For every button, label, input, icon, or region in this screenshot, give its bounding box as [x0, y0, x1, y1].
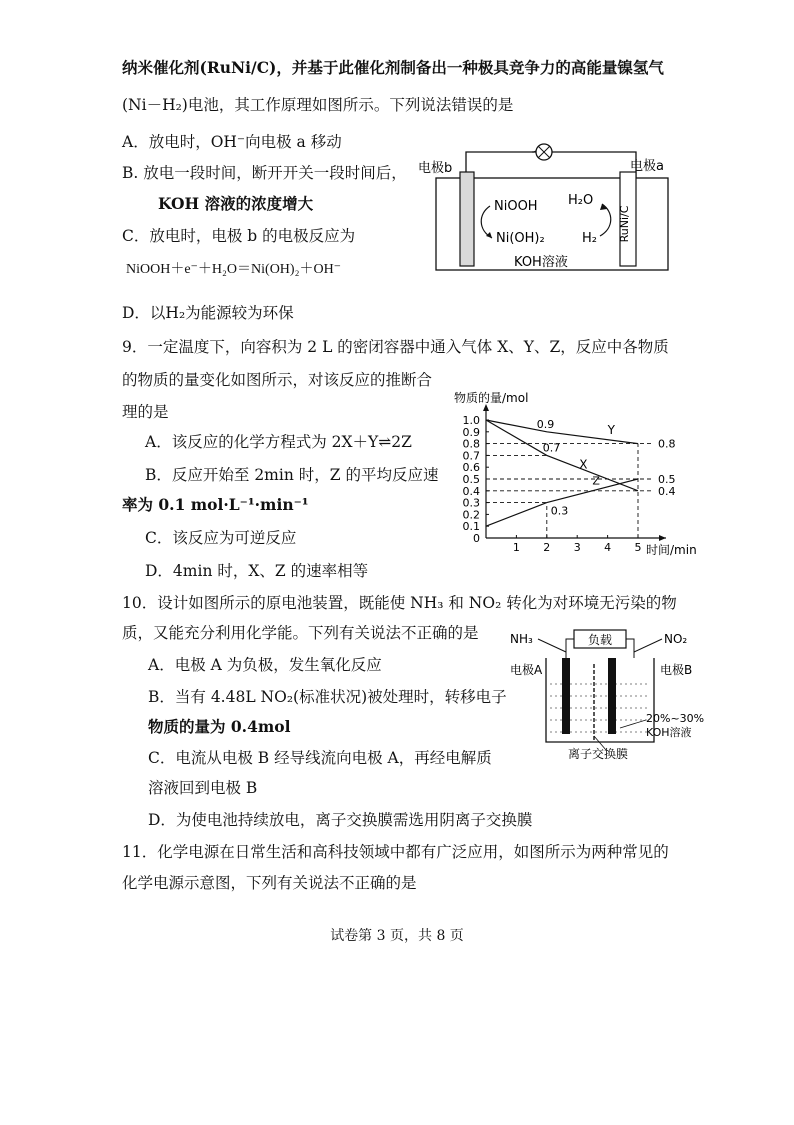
- koh-percent-label: 20%~30%: [646, 712, 704, 725]
- electrode-b: [460, 172, 474, 266]
- data-label: 0.7: [542, 441, 561, 455]
- y-tick-label: 1.0: [462, 414, 480, 427]
- x-axis-arrow: [659, 535, 666, 541]
- q9-option-d: D．4min 时，X、Z 的速率相等: [145, 562, 369, 580]
- q9-stem-3: 理的是: [122, 403, 169, 421]
- electrode-a-label: 电极A: [510, 663, 543, 677]
- amount-time-chart: [452, 388, 706, 566]
- load-label: 负载: [587, 633, 613, 647]
- q8-option-b: B. 放电一段时间，断开开关一段时间后，: [122, 164, 407, 182]
- y-tick-label: 0.2: [462, 508, 480, 522]
- koh-label: KOH溶液: [514, 255, 568, 270]
- q8-option-a: A．放电时，OH⁻向电极 a 移动: [122, 133, 342, 151]
- q9-option-c: C．该反应为可逆反应: [145, 529, 297, 547]
- q10-stem-1: 10．设计如图所示的原电池装置，既能使 NH₃ 和 NO₂ 转化为对环境无污染的物: [122, 594, 677, 612]
- intro-line-1: 纳米催化剂(RuNi/C)，并基于此催化剂制备出一种极具竞争力的高能量镍氢气: [122, 58, 664, 77]
- x-tick-label: 1: [512, 541, 520, 554]
- y-tick-label: 0.1: [462, 520, 480, 534]
- y-tick-label: 0.3: [462, 496, 480, 510]
- electrode-b-label: 电极B: [660, 663, 693, 677]
- nioh2-label: Ni(OH)₂: [496, 231, 545, 246]
- q10-option-c: C．电流从电极 B 经导线流向电极 A，再经电解质: [148, 749, 492, 767]
- series-line-y: [486, 417, 638, 444]
- q8-option-b-cont: KOH 溶液的浓度增大: [158, 194, 314, 213]
- h2-label: H₂: [582, 231, 597, 246]
- q10-stem-2: 质，又能充分利用化学能。下列有关说法不正确的是: [122, 624, 479, 642]
- nh3-label: NH₃: [510, 632, 533, 646]
- page-footer: 试卷第 3 页，共 8 页: [330, 928, 464, 944]
- series-label-z: Z: [592, 474, 600, 488]
- q10-option-b: B．当有 4.48L NO₂(标准状况)被处理时，转移电子: [148, 688, 507, 706]
- y-axis-title: 物质的量/mol: [454, 391, 529, 405]
- q10-option-d: D．为使电池持续放电，离子交换膜需选用阴离子交换膜: [148, 811, 533, 829]
- intro-line-2: (Ni－H₂)电池，其工作原理如图所示。下列说法错误的是: [122, 96, 514, 114]
- x-axis-title: 时间/min: [646, 543, 697, 557]
- niooh-label: NiOOH: [494, 199, 538, 214]
- runic-label: RuNi/C: [618, 205, 631, 243]
- q10-option-c-cont: 溶液回到电极 B: [148, 779, 258, 797]
- electrode-a: [562, 658, 570, 734]
- y-tick-label: 0.4: [462, 484, 480, 498]
- data-label: 0.8: [658, 437, 676, 451]
- x-tick-label: 4: [604, 541, 612, 554]
- series-label-x: X: [579, 457, 588, 472]
- y-tick-label: 0.7: [462, 449, 480, 463]
- no2-label: NO₂: [664, 632, 688, 646]
- q11-stem-1: 11．化学电源在日常生活和高科技领域中都有广泛应用，如图所示为两种常见的: [122, 843, 669, 861]
- series-label-y: Y: [607, 422, 615, 437]
- q10-option-a: A．电极 A 为负极，发生氧化反应: [148, 656, 382, 674]
- q9-option-a: A．该反应的化学方程式为 2X＋Y⇌2Z: [145, 433, 412, 451]
- q9-stem-2: 的物质的量变化如图所示，对该反应的推断合: [122, 371, 433, 389]
- data-label: 0.5: [658, 473, 676, 486]
- battery-diagram: [416, 138, 678, 278]
- y-tick-label: 0.8: [462, 437, 480, 451]
- q8-option-d: D．以H₂为能源较为环保: [122, 304, 294, 322]
- lamp-icon: [536, 144, 552, 160]
- q9-stem-1: 9．一定温度下，向容积为 2 L 的密闭容器中通入气体 X、Y、Z，反应中各物质: [122, 338, 669, 356]
- data-label: 0.9: [536, 417, 555, 431]
- q9-option-b-cont: 率为 0.1 mol·L⁻¹·min⁻¹: [122, 495, 309, 514]
- q9-option-b: B．反应开始至 2min 时，Z 的平均反应速: [145, 466, 439, 484]
- data-label: 0.3: [550, 504, 569, 518]
- y-tick-label: 0.5: [462, 473, 480, 486]
- h2o-label: H₂O: [568, 193, 594, 208]
- data-label: 0.4: [658, 484, 676, 498]
- electrode-a-label: 电极a: [630, 159, 664, 174]
- x-tick-label: 3: [573, 541, 581, 554]
- q11-stem-2: 化学电源示意图，下列有关说法不正确的是: [122, 874, 417, 892]
- koh-solution-label: KOH溶液: [646, 726, 692, 739]
- electrode-b: [608, 658, 616, 734]
- electrode-b-label: 电极b: [418, 161, 453, 176]
- x-tick-label: 2: [543, 541, 551, 554]
- y-tick-label: 0.6: [462, 461, 480, 475]
- q8-option-c: C．放电时，电极 b 的电极反应为: [122, 227, 356, 245]
- fuel-cell-diagram: [508, 624, 704, 764]
- y-axis-arrow: [483, 404, 489, 411]
- q10-option-b-cont: 物质的量为 0.4mol: [148, 717, 291, 736]
- q8-equation: NiOOH＋e⁻＋H₂O＝Ni(OH)₂＋OH⁻: [126, 262, 342, 277]
- membrane-label: 离子交换膜: [568, 747, 629, 761]
- y-tick-label: 0: [473, 532, 480, 545]
- y-tick-label: 0.9: [462, 425, 480, 439]
- x-tick-label: 5: [634, 541, 642, 554]
